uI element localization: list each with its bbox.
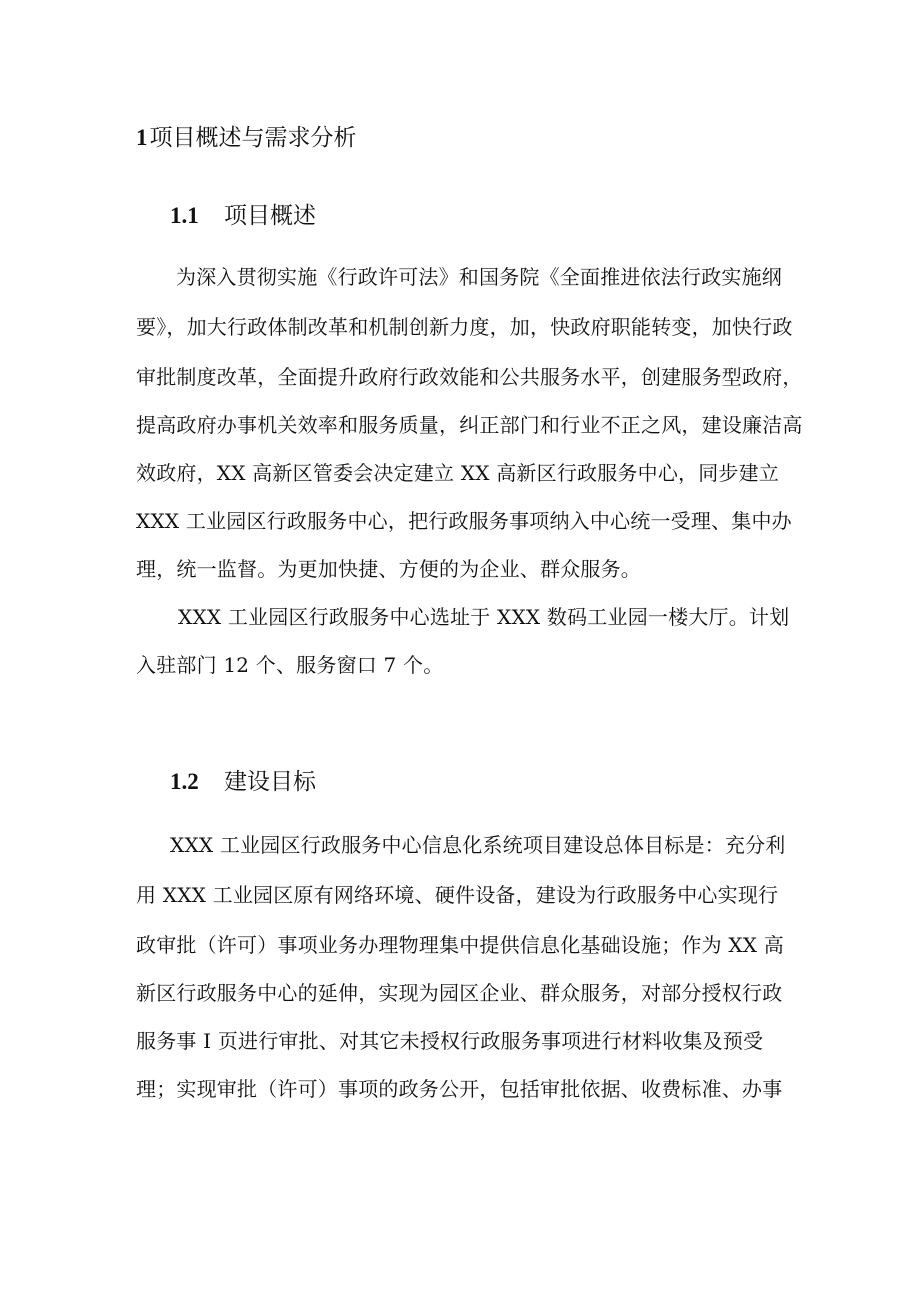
paragraph-line: 政审批（许可）事项业务办理物理集中提供信息化基础设施；作为 XX 高: [136, 933, 784, 957]
paragraph-line: 新区行政服务中心的延伸，实现为园区企业、群众服务，对部分授权行政: [136, 981, 783, 1005]
paragraph-line: 效政府，XX 高新区管委会决定建立 XX 高新区行政服务中心，同步建立: [136, 461, 780, 485]
section-1-2-number: 1.2: [170, 769, 199, 794]
paragraph-line: 要》，加大行政体制改革和机制创新力度，加，快政府职能转变，加快行政: [136, 315, 793, 339]
section-1-1-title: 项目概述: [224, 203, 316, 229]
paragraph-line: 提高政府办事机关效率和服务质量，纠正部门和行业不正之风，建设廉洁高: [136, 413, 803, 437]
paragraph-line: 理；实现审批（许可）事项的政务公开，包括审批依据、收费标准、办事: [136, 1077, 783, 1101]
paragraph-line: XXX 工业园区行政服务中心选址于 XXX 数码工业园一楼大厅。计划: [178, 605, 790, 629]
section-1-1-number: 1.1: [170, 203, 199, 228]
paragraph-line: 理，统一监督。为更加快捷、方便的为企业、群众服务。: [136, 557, 641, 581]
paragraph-line: 服务事 I 页进行审批、对其它未授权行政服务事项进行材料收集及预受: [136, 1029, 764, 1053]
section-1-number: 1: [136, 125, 148, 150]
paragraph-line: 入驻部门 12 个、服务窗口 7 个。: [136, 653, 444, 677]
paragraph-line: XXX 工业园区行政服务中心，把行政服务事项纳入中心统一受理、集中办: [136, 509, 792, 533]
section-1-2-heading: [170, 764, 316, 800]
paragraph-line: 审批制度改革，全面提升政府行政效能和公共服务水平，创建服务型政府，: [136, 365, 803, 389]
section-1-heading: [136, 120, 357, 156]
paragraph-line: 用 XXX 工业园区原有网络环境、硬件设备，建设为行政服务中心实现行: [136, 883, 779, 907]
section-1-2-title: 建设目标: [224, 769, 316, 795]
section-1-1-heading: [170, 198, 316, 234]
paragraph-line: 为深入贯彻实施《行政许可法》和国务院《全面推进依法行政实施纲: [176, 265, 782, 289]
paragraph-line: XXX 工业园区行政服务中心信息化系统项目建设总体目标是：充分利: [170, 833, 786, 857]
section-1-title: 项目概述与需求分析: [149, 125, 357, 151]
